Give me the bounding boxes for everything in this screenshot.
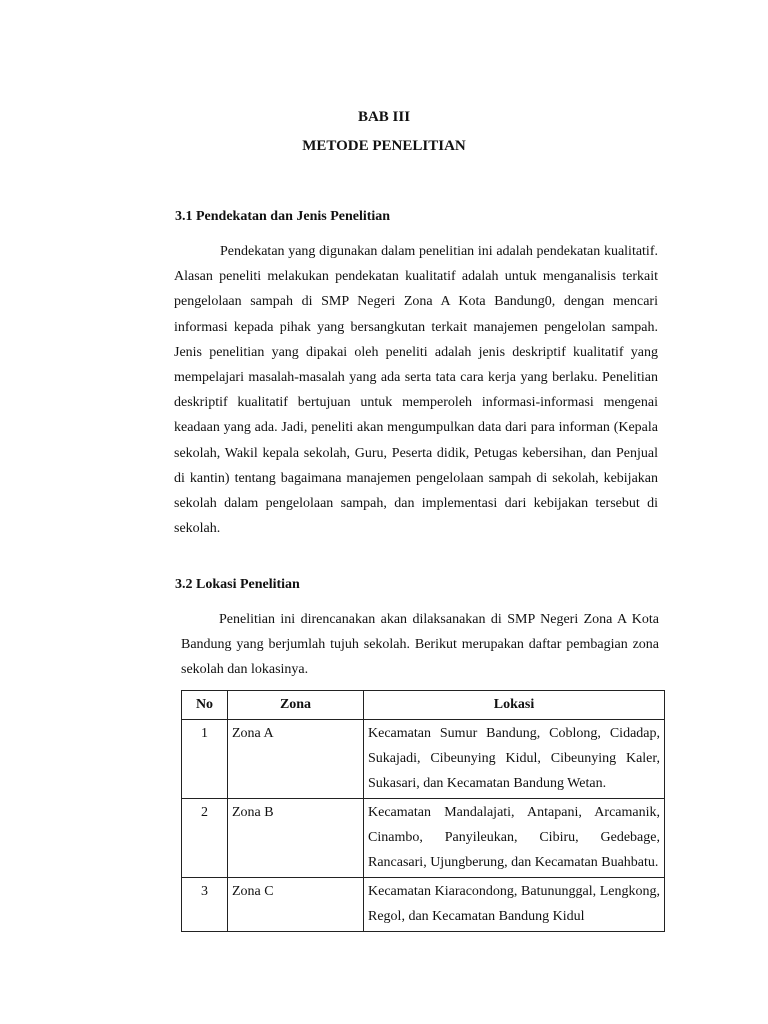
chapter-heading: BAB III (357, 109, 411, 125)
cell-lokasi: Kecamatan Kiaracondong, Batununggal, Lengkong, Regol, dan Kecamatan Bandung Kidul (364, 878, 665, 932)
header-zona: Zona (228, 691, 364, 720)
header-lokasi: Lokasi (364, 691, 665, 720)
cell-zona: Zona C (228, 878, 364, 932)
section-title-location: 3.2 Lokasi Penelitian (175, 577, 300, 592)
cell-lokasi: Kecamatan Mandalajati, Antapani, Arcamanik, Cinambo, Panyileukan, Cibiru, Gedebage, Rancasari, Ujungberung, dan Kecamatan Buahbatu. (364, 799, 665, 878)
header-no: No (182, 691, 228, 720)
table-header-row (182, 691, 665, 720)
cell-zona: Zona B (228, 799, 364, 878)
table-row (182, 799, 665, 878)
chapter-title: METODE PENELITIAN (302, 138, 466, 154)
paragraph-approach: Pendekatan yang digunakan dalam penelitian ini adalah pendekatan kualitatif. Alasan peneliti melakukan pendekatan kualitatif adalah untuk menganalisis terkait pengelolaan sampah di SMP Negeri Zona A Kota Bandung0, dengan mencari informasi kepada pihak yang bersangkutan terkait manajemen pengelolan sampah. Jenis penelitian yang dipakai oleh peneliti adalah jenis deskriptif kualitatif yang mempelajari masalah-masalah yang ada serta tata cara kerja yang berlaku. Penelitian deskriptif kualitatif bertujuan untuk memperoleh informasi-informasi mengenai keadaan yang ada. Jadi, peneliti akan mengumpulkan data dari para informan (Kepala sekolah, Wakil kepala sekolah, Guru, Peserta didik, Petugas kebersihan, dan Penjual di kantin) tentang bagaimana manajemen pengelolaan sampah di sekolah, kebijakan sekolah dalam pengelolaan sampah, dan implementasi dari kebijakan tersebut di sekolah. (174, 244, 658, 537)
section-title-approach: 3.1 Pendekatan dan Jenis Penelitian (175, 209, 391, 224)
cell-zona: Zona A (228, 720, 364, 799)
table-row (182, 878, 665, 932)
cell-no: 2 (182, 799, 228, 878)
paragraph-location: Penelitian ini direncanakan akan dilaksanakan di SMP Negeri Zona A Kota Bandung yang berjumlah tujuh sekolah. Berikut merupakan daftar pembagian zona sekolah dan lokasinya. (181, 612, 659, 678)
table-row (182, 720, 665, 799)
cell-no: 3 (182, 878, 228, 932)
zone-table (181, 690, 665, 932)
cell-no: 1 (182, 720, 228, 799)
cell-lokasi: Kecamatan Sumur Bandung, Coblong, Cidadap, Sukajadi, Cibeunying Kidul, Cibeunying Kaler, Sukasari, dan Kecamatan Bandung Wetan. (364, 720, 665, 799)
